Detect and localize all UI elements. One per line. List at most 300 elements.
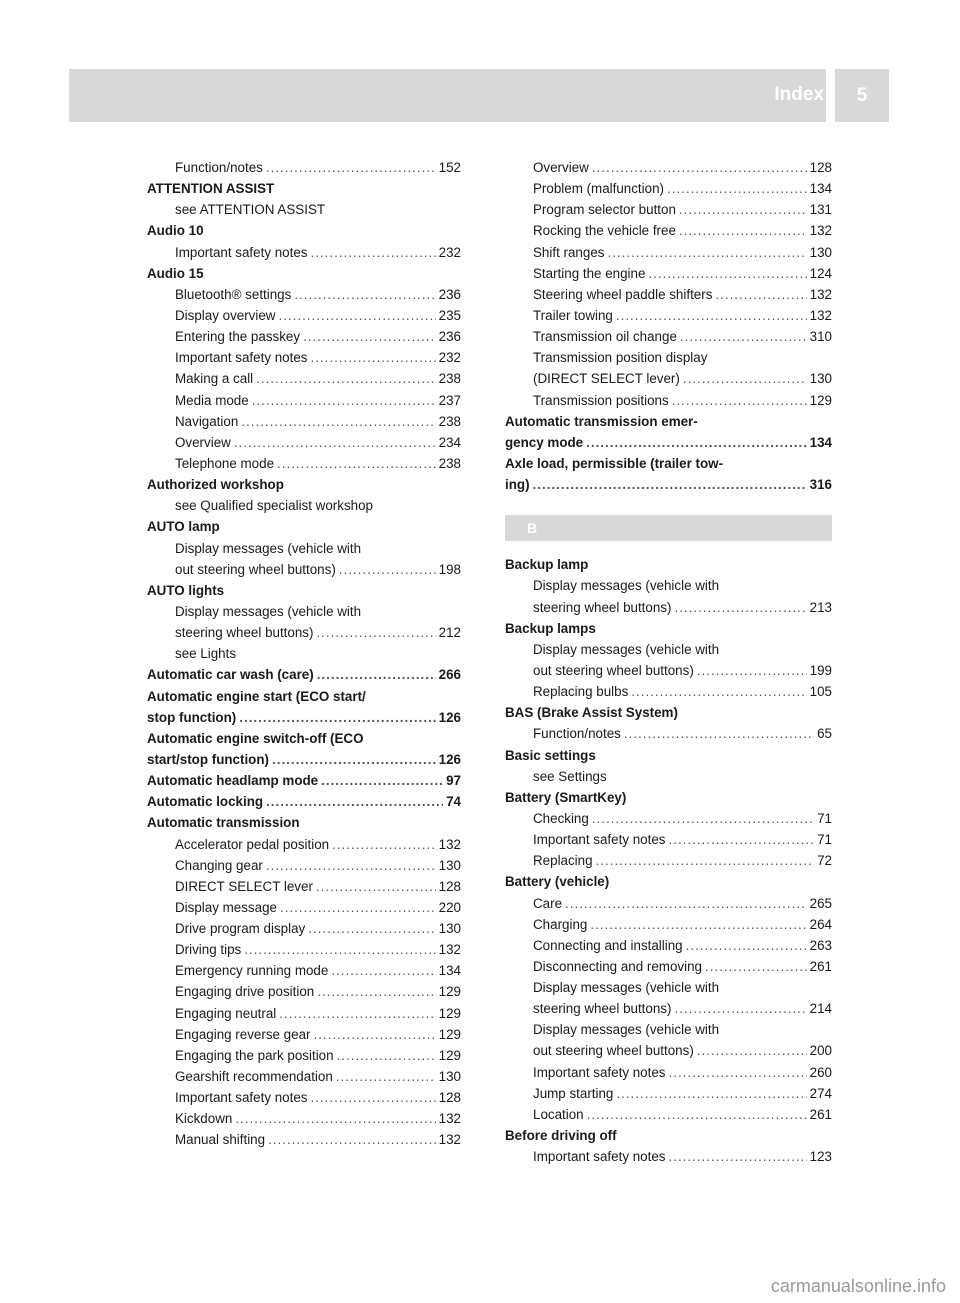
dot-leader [533,474,807,495]
dot-leader [266,157,436,178]
entry-text: Engaging drive position [175,984,315,1000]
index-heading [505,411,832,432]
entry-text: see Settings [533,768,607,784]
entry-text: Problem (malfunction) [533,181,664,197]
page-ref: 132 [809,307,832,323]
index-entry [505,1083,832,1104]
dot-leader [239,707,435,728]
index-column-right [505,157,832,1167]
index-entry [147,1045,461,1066]
index-entry [505,178,832,199]
dot-leader [669,1062,807,1083]
entry-text: Display messages (vehicle with [533,641,720,657]
dot-leader [294,284,435,305]
page-ref: 129 [438,984,461,1000]
index-entry [505,157,832,178]
dot-leader [266,855,436,876]
page-ref: 129 [438,1026,461,1042]
entry-text: Overview [533,160,589,175]
entry-text: Important safety notes [175,1090,308,1106]
dot-leader [697,1040,807,1061]
dot-leader [279,1003,435,1024]
index-entry [505,390,832,411]
page-ref: 198 [438,561,461,577]
page-ref: 260 [809,1064,832,1080]
index-entry [147,897,461,918]
page-ref: 128 [809,160,832,175]
entry-text: see Qualified specialist workshop [175,498,373,514]
entry-text: Transmission position display [533,350,708,366]
page-ref: 132 [438,1111,461,1127]
index-heading [147,686,461,707]
index-column-left [147,157,461,1151]
index-heading [505,453,832,474]
page-ref: 265 [809,895,832,911]
page-ref: 71 [817,810,832,826]
page-ref: 199 [809,662,832,678]
entry-text: Transmission positions [533,392,669,408]
index-entry [505,808,832,829]
dot-leader [316,876,436,897]
entry-text: Media mode [175,392,249,408]
index-entry [147,601,461,622]
page-ref: 130 [438,1069,461,1085]
entry-text: Drive program display [175,921,306,937]
entry-text: Display messages (vehicle with [533,1022,720,1038]
entry-text: Function/notes [533,726,621,742]
entry-text: Trailer towing [533,307,613,323]
page-ref: 72 [817,853,832,869]
entry-text: Display messages (vehicle with [175,540,362,556]
entry-text: Overview [175,434,231,450]
dot-leader [586,432,807,453]
dot-leader [317,664,436,685]
entry-text: Driving tips [175,942,242,958]
index-entry [505,199,832,220]
page-ref: 310 [809,329,832,345]
index-heading [505,1125,832,1146]
index-heading [505,871,832,892]
page-ref: 232 [438,244,461,260]
index-entry [147,855,461,876]
dot-leader [266,791,443,812]
page-ref: 236 [438,286,461,302]
index-entry [505,639,832,660]
index-entry [505,368,832,389]
entry-text: Replacing bulbs [533,684,629,700]
watermark-text: carmanualsonline.info [770,1276,946,1296]
dot-leader [648,263,806,284]
index-entry [505,956,832,977]
index-entry [505,1019,832,1040]
entry-text: steering wheel buttons) [533,599,672,615]
entry-text: Backup lamp [505,557,589,573]
index-entry [505,893,832,914]
dot-leader [616,305,807,326]
header-divider [829,69,833,122]
entry-text: start/stop function) [147,751,269,767]
dot-leader [705,956,807,977]
entry-text: Audio 10 [147,223,204,239]
index-heading [147,812,461,833]
dot-leader [339,559,436,580]
entry-text: Battery (SmartKey) [505,789,627,805]
page-ref: 130 [809,371,832,387]
entry-text: Engaging the park position [175,1047,334,1063]
entry-text: AUTO lamp [147,519,220,535]
entry-text: AUTO lights [147,582,225,598]
entry-text: BAS (Brake Assist System) [505,705,678,721]
entry-text: DIRECT SELECT lever [175,878,313,894]
index-entry [505,597,832,618]
entry-text: Accelerator pedal position [175,836,330,852]
dot-leader [272,749,436,770]
index-heading [147,728,461,749]
index-entry [147,1108,461,1129]
page-ref: 132 [438,1132,461,1148]
index-entry [505,305,832,326]
page-ref: 261 [809,1106,832,1122]
index-entry [505,575,832,596]
dot-leader [686,935,807,956]
entry-text: Engaging neutral [175,1005,277,1021]
index-entry [147,1003,461,1024]
index-entry [505,1040,832,1061]
index-entry [147,326,461,347]
entry-text: Telephone mode [175,455,275,471]
entry-text: Important safety notes [533,832,666,848]
dot-leader [337,1045,436,1066]
index-entry [505,660,832,681]
header-band [69,69,826,122]
page-ref: 134 [809,181,832,197]
index-entry [505,977,832,998]
dot-leader [234,432,436,453]
dot-leader [332,834,436,855]
dot-leader [669,1146,807,1167]
page-ref: 128 [438,878,461,894]
page-title: Index [774,84,824,105]
dot-leader [278,305,435,326]
page-ref: 274 [809,1085,832,1101]
dot-leader [303,326,436,347]
entry-text: Automatic engine start (ECO start/ [147,688,366,704]
page-ref: 129 [438,1047,461,1063]
entry-text: Important safety notes [175,350,308,366]
entry-text: ATTENTION ASSIST [147,181,275,197]
dot-leader [607,242,806,263]
index-entry [505,850,832,871]
entry-text: Automatic engine switch-off (ECO [147,730,364,746]
index-heading [505,787,832,808]
index-entry [505,220,832,241]
index-entry [505,935,832,956]
index-entry [505,1146,832,1167]
entry-text: Navigation [175,413,239,429]
page-ref: 128 [438,1090,461,1106]
entry-text: Program selector button [533,202,676,218]
entry-text: Engaging reverse gear [175,1026,311,1042]
entry-text: Automatic headlamp mode [147,773,319,789]
index-heading [147,263,461,284]
index-entry [505,914,832,935]
entry-text: ing) [505,477,530,493]
page-ref: 71 [817,832,832,848]
entry-text: Important safety notes [533,1064,666,1080]
index-heading [147,791,461,812]
dot-leader [674,597,806,618]
index-heading [147,580,461,601]
page-ref: 132 [438,942,461,958]
index-heading [147,707,461,728]
entry-text: Important safety notes [175,244,308,260]
page-ref: 124 [809,265,832,281]
dot-leader [313,1024,435,1045]
dot-leader [252,390,436,411]
index-entry [147,390,461,411]
index-entry [505,242,832,263]
index-entry [147,1129,461,1150]
entry-text: Automatic transmission emer- [505,413,698,429]
index-entry [147,242,461,263]
entry-text: out steering wheel buttons) [533,1043,694,1059]
entry-text: Steering wheel paddle shifters [533,286,713,302]
index-entry [147,1066,461,1087]
index-entry [505,284,832,305]
entry-text: Kickdown [175,1111,233,1127]
entry-text: Battery (vehicle) [505,874,610,890]
page-ref: 132 [809,286,832,302]
index-heading [147,220,461,241]
index-entry [147,918,461,939]
page-ref: 266 [438,667,461,683]
index-entry [147,559,461,580]
page-ref: 316 [809,477,832,493]
dot-leader [616,1083,806,1104]
page-ref: 105 [809,684,832,700]
dot-leader [596,850,815,871]
page-ref: 130 [438,857,461,873]
dot-leader [308,918,435,939]
entry-text: Location [533,1106,584,1122]
index-list-right-a [505,157,832,495]
index-entry [505,998,832,1019]
section-letter: B [527,520,538,537]
index-entry [147,538,461,559]
index-heading [505,474,832,495]
entry-text: Rocking the vehicle free [533,223,676,239]
entry-text: Display messages (vehicle with [533,980,720,996]
index-entry [147,876,461,897]
dot-leader [669,829,815,850]
entry-text: Axle load, permissible (trailer tow- [505,455,724,471]
entry-text: Important safety notes [533,1149,666,1165]
page-ref: 152 [438,160,461,175]
entry-text: Jump starting [533,1085,614,1101]
entry-text: Before driving off [505,1128,617,1144]
index-entry [505,263,832,284]
dot-leader [321,770,443,791]
entry-text: Checking [533,810,589,826]
dot-leader [235,1108,435,1129]
index-entry [147,432,461,453]
entry-text: Display messages (vehicle with [533,578,720,594]
index-heading [147,749,461,770]
page-ref: 220 [438,899,461,915]
entry-text: Connecting and installing [533,937,683,953]
index-entry [147,199,461,220]
index-entry [505,1104,832,1125]
page-ref: 65 [817,726,832,742]
dot-leader [592,808,814,829]
page-ref: 238 [438,371,461,387]
index-heading [147,178,461,199]
index-entry [147,411,461,432]
entry-text: out steering wheel buttons) [533,662,694,678]
dot-leader [590,914,806,935]
page-ref: 200 [809,1043,832,1059]
dot-leader [277,453,436,474]
page-ref: 213 [809,599,832,615]
page-ref: 130 [438,921,461,937]
entry-text: out steering wheel buttons) [175,561,336,577]
entry-text: Making a call [175,371,254,387]
index-entry [505,723,832,744]
page-ref: 235 [438,307,461,323]
entry-text: (DIRECT SELECT lever) [533,371,680,387]
page-ref: 134 [809,434,832,450]
index-heading [505,432,832,453]
entry-text: Audio 15 [147,265,204,281]
entry-text: Care [533,895,563,911]
dot-leader [679,199,807,220]
entry-text: gency mode [505,434,584,450]
index-heading [147,516,461,537]
entry-text: Basic settings [505,747,596,763]
page-ref: 129 [438,1005,461,1021]
entry-text: Automatic transmission [147,815,300,831]
entry-text: Display messages (vehicle with [175,603,362,619]
dot-leader [268,1129,436,1150]
index-entry [147,981,461,1002]
dot-leader [683,368,807,389]
entry-text: Gearshift recommendation [175,1069,333,1085]
dot-leader [331,960,435,981]
dot-leader [697,660,807,681]
index-entry [147,643,461,664]
entry-text: steering wheel buttons) [175,625,314,641]
page-ref: 264 [809,916,832,932]
dot-leader [631,681,806,702]
index-entry [147,453,461,474]
index-entry [147,157,461,178]
index-heading [505,618,832,639]
index-entry [505,326,832,347]
index-entry [147,1087,461,1108]
dot-leader [680,326,807,347]
entry-text: Disconnecting and removing [533,958,702,974]
page-ref: 238 [438,413,461,429]
index-entry [147,960,461,981]
entry-text: Entering the passkey [175,329,301,345]
entry-text: steering wheel buttons) [533,1001,672,1017]
entry-text: Display message [175,899,277,915]
dot-leader [280,897,436,918]
index-heading [505,702,832,723]
dot-leader [674,998,806,1019]
entry-text: Display overview [175,307,276,323]
dot-leader [715,284,806,305]
entry-text: Shift ranges [533,244,605,260]
index-entry [147,305,461,326]
entry-text: Function/notes [175,160,263,175]
page-number: 5 [835,69,889,122]
dot-leader [311,1087,436,1108]
dot-leader [667,178,807,199]
entry-text: Authorized workshop [147,477,284,493]
dot-leader [587,1104,807,1125]
entry-text: Bluetooth® settings [175,286,292,302]
entry-text: see ATTENTION ASSIST [175,202,326,218]
section-header-b [505,515,832,541]
entry-text: see Lights [175,646,237,662]
entry-text: Starting the engine [533,265,646,281]
page-ref: 126 [438,751,461,767]
index-entry [147,834,461,855]
index-entry [147,939,461,960]
index-entry [147,347,461,368]
index-entry [147,495,461,516]
page-ref: 234 [438,434,461,450]
page-ref: 214 [809,1001,832,1017]
index-entry [147,1024,461,1045]
dot-leader [592,157,807,178]
index-heading [147,474,461,495]
dot-leader [256,368,436,389]
index-heading [505,554,832,575]
dot-leader [241,411,435,432]
index-entry [505,766,832,787]
entry-text: Automatic car wash (care) [147,667,314,683]
dot-leader [311,347,436,368]
page-ref: 132 [809,223,832,239]
dot-leader [336,1066,436,1087]
index-entry [505,347,832,368]
page-ref: 212 [438,625,461,641]
entry-text: Manual shifting [175,1132,266,1148]
page-ref: 263 [809,937,832,953]
page-ref: 238 [438,455,461,471]
page-ref: 237 [438,392,461,408]
dot-leader [311,242,436,263]
index-entry [505,681,832,702]
index-entry [147,368,461,389]
entry-text: Emergency running mode [175,963,329,979]
entry-text: Backup lamps [505,620,596,636]
page-ref: 261 [809,958,832,974]
entry-text: stop function) [147,709,237,725]
page-ref: 129 [809,392,832,408]
page-ref: 123 [809,1149,832,1165]
page-ref: 132 [438,836,461,852]
entry-text: Replacing [533,853,593,869]
page-ref: 130 [809,244,832,260]
page-ref: 131 [809,202,832,218]
page-ref: 126 [438,709,461,725]
entry-text: Transmission oil change [533,329,677,345]
dot-leader [672,390,807,411]
page-ref: 232 [438,350,461,366]
